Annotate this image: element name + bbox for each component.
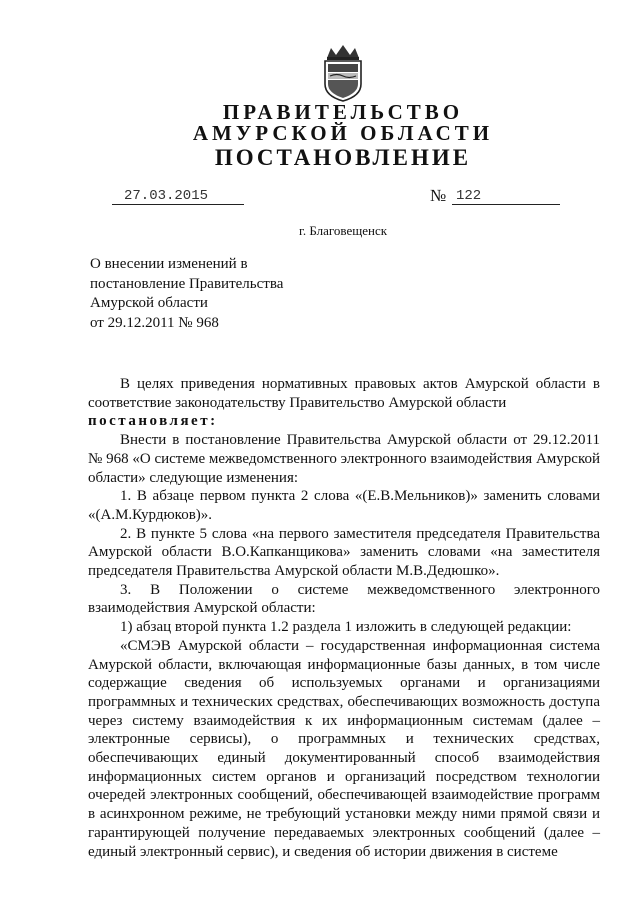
document-type: ПОСТАНОВЛЕНИЕ [214, 145, 472, 170]
subject-line: от 29.12.2011 № 968 [90, 314, 219, 331]
amur-region-coat-of-arms [321, 44, 365, 102]
document-body [88, 375, 600, 861]
document-date: 27.03.2015 [112, 188, 244, 205]
subject-line: О внесении изменений в [90, 256, 248, 272]
document-number: 122 [452, 188, 560, 205]
body-paragraph: 1. В абзаце первом пункта 2 слова «(Е.В.Мельников)» заменить словами «(А.М.Курдюков)». [88, 488, 600, 523]
body-paragraph: 2. В пункте 5 слова «на первого заместителя председателя Правительства Амурской области В.О.Капканщикова» заменить словами «на заместителя председателя Правительства Амурской области М.В.Дедюшко». [88, 525, 600, 580]
document-subject [90, 255, 283, 333]
body-paragraph: 1) абзац второй пункта 1.2 раздела 1 изложить в следующей редакции: [120, 619, 572, 636]
subject-line: Амурской области [90, 295, 208, 311]
subject-line: постановление Правительства [90, 275, 284, 292]
city: г. Благовещенск [298, 223, 388, 238]
preamble-paragraph: В целях приведения нормативных правовых актов Амурской области в соответствие законодательству Правительство Амурской области [88, 376, 600, 411]
body-paragraph: Внести в постановление Правительства Амурской области от 29.12.2011 № 968 «О системе межведомственного электронного взаимодействия Амурской области» следующие изменения: [88, 432, 600, 486]
resolves-word: постановляет: [88, 413, 218, 430]
body-paragraph: 3. В Положении о системе межведомственного электронного взаимодействия Амурской области: [88, 581, 600, 617]
organization-name-line2: АМУРСКОЙ ОБЛАСТИ [192, 121, 494, 145]
number-sign: № [430, 186, 447, 205]
body-paragraph: «СМЭВ Амурской области – государственная информационная система Амурской области, включающая информационные базы данных, в том числе содержащие сведения об используемых органами и организациями программных и технических средствах, обеспечивающих возможность доступа через систему взаимодействия к их информационным системам (далее – электронные сервисы), о программных и технических средствах, обеспечивающих единый документированный способ взаимодействия информационных систем органов и организаций посредством технологии очередей электронных сообщений, обеспечивающей взаимодействие программ в асинхронном режиме, не требующий установки между ними прямой связи и гарантирующей получение передаваемых электронных сообщений (далее – единый электронный сервис), и сведения об истории движения в системе [88, 637, 600, 860]
organization-name-line1: ПРАВИТЕЛЬСТВО [222, 100, 464, 124]
